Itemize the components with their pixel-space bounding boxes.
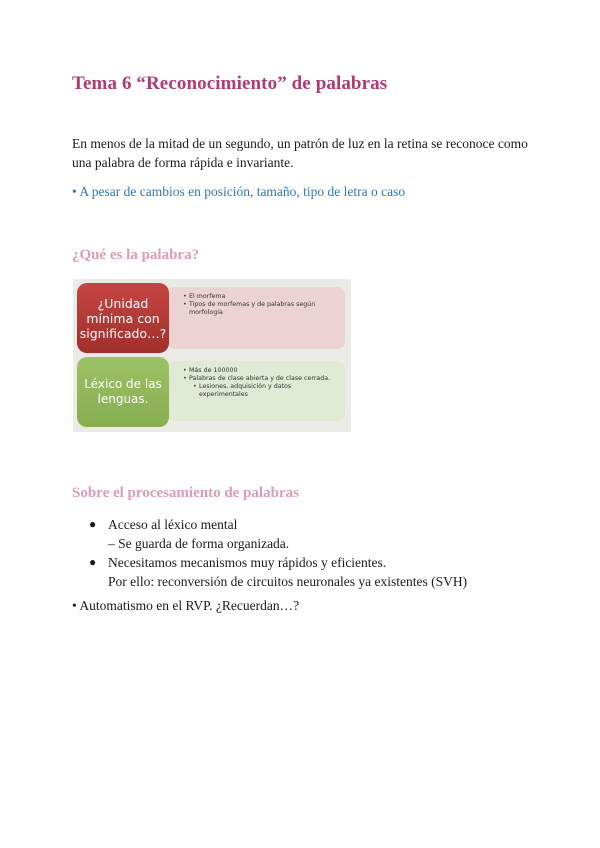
word-diagram — [73, 279, 351, 432]
list-item — [72, 515, 542, 553]
diagram-box-label: Léxico de las lenguas. — [84, 377, 162, 406]
processing-list — [72, 515, 542, 591]
list-item-subtext: Por ello: reconversión de circuitos neuronales ya existentes (SVH) — [108, 574, 468, 589]
list-item — [72, 553, 542, 591]
automatism-bullet: • Automatismo en el RVP. ¿Recuerdan…? — [72, 598, 300, 613]
bullet-icon: ● — [89, 555, 97, 569]
section-heading-processing: Sobre el procesamiento de palabras — [72, 485, 299, 501]
diagram-box-lexicon — [77, 357, 169, 427]
page-title: Tema 6 “Reconocimiento” de palabras — [72, 73, 388, 94]
diagram-box-label: ¿Unidad mínima con significado…? — [79, 295, 167, 341]
section-heading-what-is-word: ¿Qué es la palabra? — [72, 247, 200, 263]
blue-bullet-point: • A pesar de cambios en posición, tamaño, tipo de letra o caso — [72, 184, 406, 199]
list-item-subtext: – Se guarda de forma organizada. — [108, 536, 290, 551]
list-item-text: Acceso al léxico mental — [108, 517, 238, 532]
diagram-panel-lexicon — [167, 361, 345, 421]
bullet-icon: ● — [89, 517, 97, 531]
diagram-item: • Más de 100000 — [183, 367, 339, 375]
diagram-item: • Palabras de clase abierta y de clase cerrada. — [183, 375, 339, 383]
list-item-text: Necesitamos mecanismos muy rápidos y eficientes. — [108, 555, 387, 570]
diagram-item: • Tipos de morfemas y de palabras según morfología — [183, 301, 339, 317]
diagram-panel-morpheme — [167, 287, 345, 349]
diagram-box-minimal-unit — [77, 283, 169, 353]
diagram-item: • El morfema — [183, 293, 339, 301]
diagram-subitem: • Lesiones, adquisición y datos experimentales — [193, 383, 339, 399]
intro-paragraph: En menos de la mitad de un segundo, un patrón de luz en la retina se reconoce como una palabra de forma rápida e invariante. — [72, 136, 528, 170]
